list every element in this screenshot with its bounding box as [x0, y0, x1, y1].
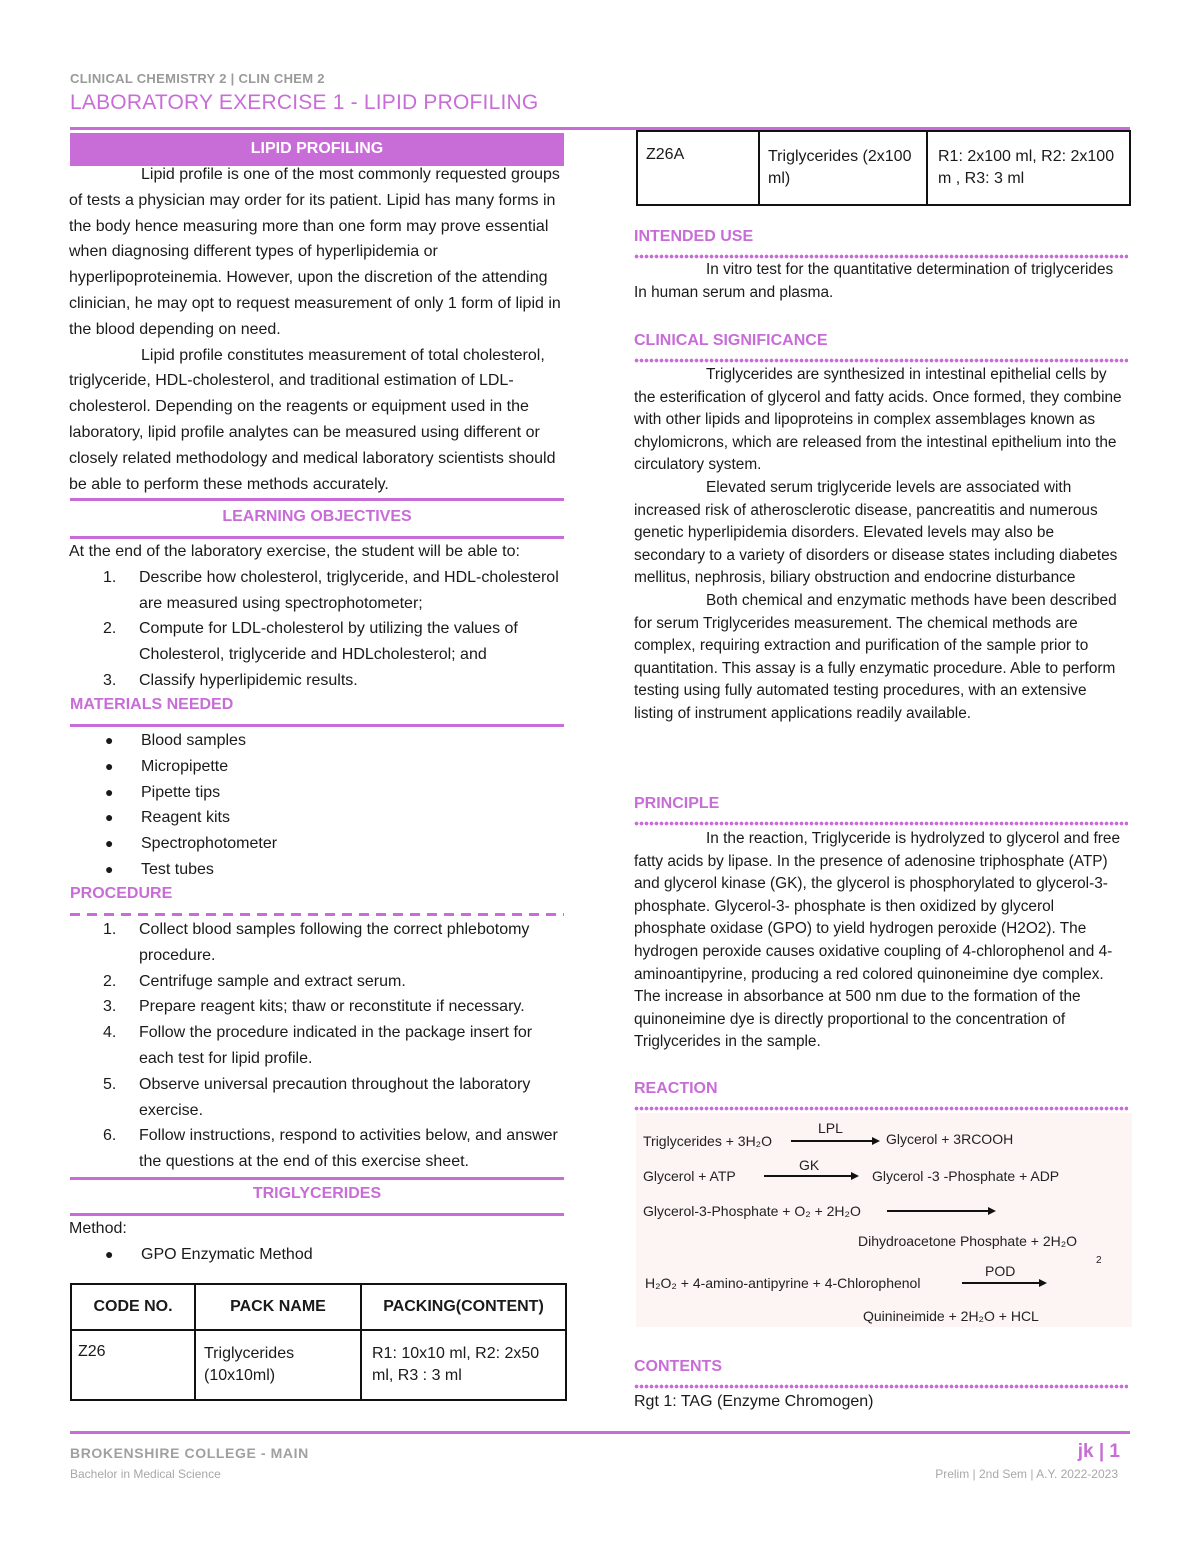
- list-item: [69, 1072, 566, 1124]
- arrow-icon: [962, 1282, 1040, 1284]
- item-text: Blood samples: [141, 732, 246, 749]
- school-name: BROKENSHIRE COLLEGE - MAIN: [70, 1445, 309, 1461]
- arrowhead-icon: [988, 1207, 996, 1215]
- list-item: [69, 780, 566, 806]
- reaction-diagram: [636, 1113, 1132, 1327]
- course-header: CLINICAL CHEMISTRY 2 | CLIN CHEM 2: [70, 71, 325, 86]
- item-text: Prepare reagent kits; thaw or reconstitute if necessary.: [139, 998, 525, 1016]
- principle-heading: PRINCIPLE: [634, 795, 720, 812]
- intended-use-heading: INTENDED USE: [634, 228, 754, 245]
- item-text: Follow instructions, respond to activities below, and answer the questions at the end of this exercise sheet.: [139, 1127, 558, 1171]
- table-cell: Z26: [71, 1330, 195, 1400]
- procedure-list: [69, 917, 566, 1175]
- table-cell: R1: 2x100 ml, R2: 2x100 m , R3: 3 ml: [927, 131, 1130, 205]
- item-number: 2.: [103, 972, 117, 990]
- item-number: 3.: [103, 671, 117, 689]
- contents-text: Rgt 1: TAG (Enzyme Chromogen): [634, 1393, 874, 1410]
- clinical-significance-heading: CLINICAL SIGNIFICANCE: [634, 332, 828, 349]
- item-text: Test tubes: [141, 860, 214, 878]
- principle-section: [634, 828, 1128, 1054]
- column-header: CODE NO.: [71, 1284, 195, 1330]
- bullet-icon: ●: [105, 732, 114, 748]
- list-item: [69, 857, 566, 883]
- reaction-1-enzyme: LPL: [818, 1120, 843, 1136]
- dotted-divider: [634, 821, 1128, 826]
- footer-divider: [70, 1431, 1130, 1434]
- reaction-1-reactants: Triglycerides + 3H₂O: [643, 1133, 773, 1149]
- reaction-1-products: Glycerol + 3RCOOH: [886, 1131, 1014, 1147]
- reaction-4-enzyme: POD: [985, 1263, 1016, 1279]
- table-cell: R1: 10x10 ml, R2: 2x50 ml, R3 : 3 ml: [361, 1330, 566, 1400]
- item-number: 4.: [103, 1024, 117, 1042]
- bullet-icon: ●: [105, 757, 114, 774]
- item-number: 5.: [103, 1075, 117, 1093]
- table-header-row: [71, 1284, 566, 1330]
- method-list: [69, 1242, 566, 1268]
- lipid-profiling-banner: LIPID PROFILING: [70, 133, 564, 166]
- reaction-3-subscript: 2: [1096, 1255, 1102, 1266]
- method-label: Method:: [69, 1220, 127, 1237]
- item-text: Observe universal precaution throughout the laboratory exercise.: [139, 1075, 531, 1119]
- reaction-3-reactants: Glycerol-3-Phosphate + O₂ + 2H₂O: [643, 1203, 861, 1219]
- list-item: [69, 917, 566, 969]
- dotted-divider: [634, 358, 1128, 363]
- materials-list: [69, 728, 566, 883]
- list-item: [69, 616, 566, 668]
- list-item: [69, 754, 566, 780]
- dashed-divider: [70, 913, 564, 916]
- item-number: 2.: [103, 620, 117, 638]
- term-info: Prelim | 2nd Sem | A.Y. 2022-2023: [935, 1467, 1118, 1481]
- item-text: Spectrophotometer: [141, 835, 278, 853]
- method-text: GPO Enzymatic Method: [141, 1245, 313, 1263]
- list-item: [69, 805, 566, 831]
- arrowhead-icon: [851, 1172, 859, 1180]
- column-header: PACK NAME: [195, 1284, 361, 1330]
- arrow-icon: [887, 1210, 989, 1212]
- list-item: [69, 668, 566, 694]
- bullet-icon: ●: [105, 809, 114, 826]
- arrow-icon: [791, 1140, 873, 1142]
- item-text: Describe how cholesterol, triglyceride, and HDL-cholesterol are measured using spectrophotometer;: [139, 568, 559, 612]
- reaction-heading: REACTION: [634, 1080, 718, 1097]
- column-header: PACKING(CONTENT): [361, 1284, 566, 1330]
- dotted-divider: [634, 1384, 1128, 1389]
- bullet-icon: ●: [105, 1245, 114, 1262]
- objectives-list: [69, 565, 566, 694]
- intro-paragraph-1: Lipid profile is one of the most commonly requested groups of tests a physician may order for its patient. Lipid has many forms in the body hence measuring more than one form may prove essential when diagnosing different types of hyperlipidemia or hyperlipoproteinemia. However, upon the discretion of the attending clinician, he may opt to request measurement of only 1 form of lipid in the blood depending on need.: [69, 166, 561, 338]
- clinical-significance-section: [634, 364, 1128, 726]
- item-number: 6.: [103, 1127, 117, 1145]
- reagent-table: [70, 1283, 567, 1401]
- clinical-paragraph-1: Triglycerides are synthesized in intestinal epithelial cells by the esterification of glycerol and fatty acids. Once formed, they combine with other lipids and lipoproteins in complex assemblages known as chylomicrons, which are released from the intestinal epithelium into the circulatory system.: [634, 366, 1122, 474]
- arrowhead-icon: [872, 1137, 880, 1145]
- list-item: [69, 728, 566, 754]
- dotted-divider: [634, 1106, 1128, 1111]
- list-item: [69, 1020, 566, 1072]
- principle-text: In the reaction, Triglyceride is hydrolyzed to glycerol and free fatty acids by lipase. In the presence of adenosine triphosphate (ATP) and glycerol kinase (GK), the glycerol is phosphorylated to glycerol-3-phosphate. Glycerol-3- phosphate is then oxidized by glycerol phosphate oxidase (GPO) to yield hydrogen peroxide (H2O2). The hydrogen peroxide causes oxidative coupling of 4-chlorophenol and 4- aminoantipyrine, producing a red colored quinoneimine dye complex. The increase in absorbance at 500 nm due to the formation of the quinoneimine dye is directly proportional to the concentration of Triglycerides in the sample.: [634, 830, 1121, 1051]
- materials-heading: MATERIALS NEEDED: [70, 696, 234, 713]
- item-text: Compute for LDL-cholesterol by utilizing the values of Cholesterol, triglyceride and HDLcholesterol; and: [139, 620, 518, 664]
- item-number: 1.: [103, 568, 117, 586]
- bullet-icon: ●: [105, 783, 114, 800]
- intro-paragraph-2: Lipid profile constitutes measurement of total cholesterol, triglyceride, HDL-cholesterol, and traditional estimation of LDL-cholesterol. Depending on the reagents or equipment used in the laboratory, lipid profile analytes can be measured using different or closely related methodology and medical laboratory scientists should be able to perform these methods accurately.: [69, 346, 556, 493]
- reaction-3-products: Dihydroacetone Phosphate + 2H₂O: [858, 1233, 1078, 1249]
- objectives-section: [69, 539, 566, 694]
- bullet-icon: ●: [105, 860, 114, 877]
- divider: [70, 724, 564, 727]
- arrowhead-icon: [1039, 1279, 1047, 1287]
- clinical-paragraph-2: Elevated serum triglyceride levels are associated with increased risk of atherosclerotic disease, pancreatitis and numerous genetic hyperlipidemia disorders. Elevated levels may also be secondary to a variety of disorders or disease states including diabetes mellitus, nephrosis, biliary obstruction and endocrine disturbance: [634, 478, 1118, 587]
- item-text: Classify hyperlipidemic results.: [139, 671, 358, 689]
- list-item: [69, 831, 566, 857]
- bullet-icon: ●: [105, 835, 114, 852]
- triglycerides-heading: TRIGLYCERIDES: [252, 1185, 382, 1202]
- table-row: [637, 131, 1130, 205]
- procedure-section: [69, 917, 566, 1175]
- item-text: Centrifuge sample and extract serum.: [139, 972, 406, 990]
- item-number: 3.: [103, 998, 117, 1016]
- materials-section: [69, 728, 566, 883]
- reaction-4-reactants: H₂O₂ + 4-amino-antipyrine + 4-Chlorophenol: [645, 1275, 921, 1291]
- intended-use-section: [634, 259, 1128, 304]
- program-name: Bachelor in Medical Science: [70, 1467, 221, 1481]
- list-item: [69, 1242, 566, 1268]
- list-item: [69, 994, 566, 1020]
- list-item: [69, 1123, 566, 1175]
- item-text: Follow the procedure indicated in the package insert for each test for lipid profile.: [139, 1024, 533, 1067]
- divider: [70, 498, 564, 501]
- method-section: [69, 1216, 566, 1268]
- table-cell: Triglycerides (2x100 ml): [759, 131, 927, 205]
- page-number: jk | 1: [1077, 1441, 1120, 1462]
- list-item: [69, 969, 566, 995]
- item-text: Reagent kits: [141, 809, 230, 827]
- reaction-2-reactants: Glycerol + ATP: [643, 1168, 736, 1184]
- intended-use-text: In vitro test for the quantitative determination of triglycerides In human serum and plasma.: [634, 261, 1114, 301]
- clinical-paragraph-3: Both chemical and enzymatic methods have been described for serum Triglycerides measurement. The chemical methods are complex, requiring extraction and purification of the sample prior to quantitation. This assay is a fully enzymatic procedure. Able to perform testing using fully automated testing procedures, with an extensive listing of instrument applications readily available.: [634, 591, 1117, 722]
- objectives-intro: At the end of the laboratory exercise, the student will be able to:: [69, 543, 520, 560]
- page-title: LABORATORY EXERCISE 1 - LIPID PROFILING: [70, 91, 539, 114]
- intro-section: [69, 162, 566, 497]
- table-row: [71, 1330, 566, 1400]
- reaction-2-enzyme: GK: [799, 1157, 820, 1173]
- item-text: Collect blood samples following the correct phlebotomy procedure.: [139, 921, 530, 964]
- divider: [70, 1177, 564, 1180]
- reaction-2-products: Glycerol -3 -Phosphate + ADP: [872, 1168, 1060, 1184]
- table-cell: Z26A: [637, 131, 759, 205]
- list-item: [69, 565, 566, 617]
- item-text: Pipette tips: [141, 783, 221, 801]
- reaction-4-products: Quinineimide + 2H₂O + HCL: [863, 1308, 1039, 1324]
- table-cell: Triglycerides (10x10ml): [195, 1330, 361, 1400]
- arrow-icon: [764, 1175, 852, 1177]
- objectives-heading: LEARNING OBJECTIVES: [222, 508, 412, 525]
- item-number: 1.: [103, 921, 117, 938]
- contents-heading: CONTENTS: [634, 1358, 722, 1375]
- procedure-heading: PROCEDURE: [70, 885, 173, 902]
- item-text: Micropipette: [141, 757, 229, 775]
- reagent-table-continued: [636, 130, 1131, 206]
